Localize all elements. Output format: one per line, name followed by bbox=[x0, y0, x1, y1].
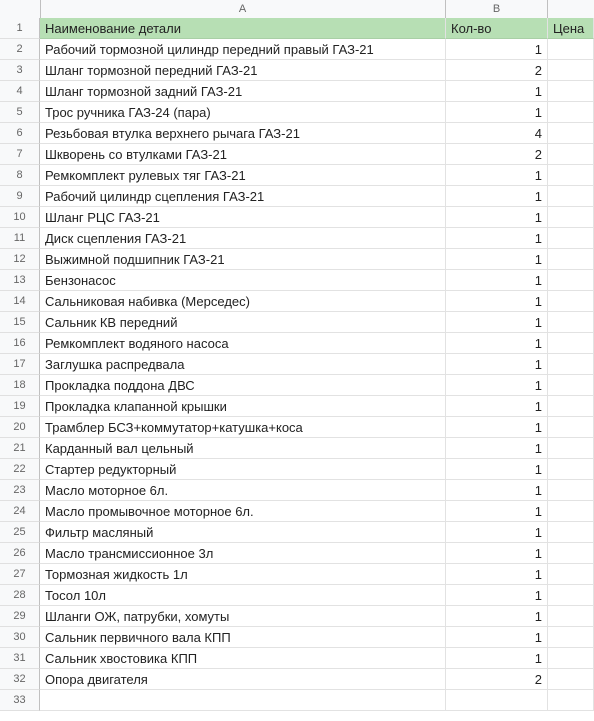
cell-quantity[interactable]: 1 bbox=[446, 648, 548, 669]
column-header-c[interactable] bbox=[548, 0, 594, 18]
row-number[interactable]: 13 bbox=[0, 270, 40, 291]
table-row bbox=[0, 669, 594, 690]
cell-price[interactable] bbox=[548, 249, 594, 270]
table-row bbox=[0, 522, 594, 543]
cell-header-qty[interactable]: Кол-во bbox=[446, 18, 548, 39]
cell-price[interactable] bbox=[548, 417, 594, 438]
cell-quantity[interactable]: 1 bbox=[446, 270, 548, 291]
table-row bbox=[0, 249, 594, 270]
cell-price[interactable] bbox=[548, 606, 594, 627]
cell-quantity[interactable]: 2 bbox=[446, 669, 548, 690]
cell-quantity[interactable]: 1 bbox=[446, 438, 548, 459]
select-all-corner[interactable] bbox=[0, 0, 41, 18]
table-row bbox=[0, 417, 594, 438]
table-row bbox=[0, 564, 594, 585]
cell-part-name[interactable]: Выжимной подшипник ГАЗ-21 bbox=[40, 249, 446, 270]
cell-price[interactable] bbox=[548, 144, 594, 165]
cell-price[interactable] bbox=[548, 333, 594, 354]
cell-quantity[interactable] bbox=[446, 690, 548, 711]
cell-quantity[interactable]: 1 bbox=[446, 249, 548, 270]
cell-price[interactable] bbox=[548, 39, 594, 60]
row-number[interactable]: 28 bbox=[0, 585, 40, 606]
row-number[interactable]: 21 bbox=[0, 438, 40, 459]
table-row bbox=[0, 606, 594, 627]
cell-part-name[interactable]: Сальник первичного вала КПП bbox=[40, 627, 446, 648]
row-number[interactable]: 7 bbox=[0, 144, 40, 165]
row-number[interactable]: 32 bbox=[0, 669, 40, 690]
cell-price[interactable] bbox=[548, 564, 594, 585]
table-row bbox=[0, 207, 594, 228]
table-row bbox=[0, 648, 594, 669]
row-number[interactable]: 12 bbox=[0, 249, 40, 270]
table-row bbox=[0, 501, 594, 522]
table-row bbox=[0, 375, 594, 396]
cell-quantity[interactable]: 1 bbox=[446, 522, 548, 543]
cell-price[interactable] bbox=[548, 207, 594, 228]
cell-part-name[interactable]: Шланг РЦС ГАЗ-21 bbox=[40, 207, 446, 228]
row-number[interactable]: 33 bbox=[0, 690, 40, 711]
table-row bbox=[0, 228, 594, 249]
cell-price[interactable] bbox=[548, 522, 594, 543]
cell-part-name[interactable]: Диск сцепления ГАЗ-21 bbox=[40, 228, 446, 249]
cell-price[interactable] bbox=[548, 186, 594, 207]
cell-part-name[interactable]: Ремкомплект водяного насоса bbox=[40, 333, 446, 354]
cell-part-name[interactable]: Рабочий тормозной цилиндр передний правый ГАЗ-21 bbox=[40, 39, 446, 60]
cell-quantity[interactable]: 1 bbox=[446, 459, 548, 480]
cell-price[interactable] bbox=[548, 690, 594, 711]
cell-price[interactable] bbox=[548, 438, 594, 459]
cell-part-name[interactable] bbox=[40, 690, 446, 711]
table-row bbox=[0, 480, 594, 501]
cell-header-price[interactable]: Цена bbox=[548, 18, 594, 39]
cell-quantity[interactable]: 1 bbox=[446, 417, 548, 438]
cell-price[interactable] bbox=[548, 480, 594, 501]
row-number[interactable]: 10 bbox=[0, 207, 40, 228]
cell-price[interactable] bbox=[548, 375, 594, 396]
cell-quantity[interactable]: 1 bbox=[446, 39, 548, 60]
cell-price[interactable] bbox=[548, 123, 594, 144]
cell-price[interactable] bbox=[548, 459, 594, 480]
cell-price[interactable] bbox=[548, 165, 594, 186]
table-row bbox=[0, 123, 594, 144]
row-number[interactable]: 1 bbox=[0, 18, 40, 39]
row-number[interactable]: 31 bbox=[0, 648, 40, 669]
row-number[interactable]: 25 bbox=[0, 522, 40, 543]
cell-part-name[interactable]: Бензонасос bbox=[40, 270, 446, 291]
cell-part-name[interactable]: Карданный вал цельный bbox=[40, 438, 446, 459]
table-row bbox=[0, 60, 594, 81]
table-row bbox=[0, 354, 594, 375]
table-row bbox=[0, 39, 594, 60]
row-number[interactable]: 22 bbox=[0, 459, 40, 480]
column-header-bar bbox=[0, 0, 594, 19]
row-number[interactable]: 4 bbox=[0, 81, 40, 102]
column-header-b[interactable]: B bbox=[446, 0, 548, 18]
row-number[interactable]: 19 bbox=[0, 396, 40, 417]
table-row bbox=[0, 459, 594, 480]
cell-price[interactable] bbox=[548, 81, 594, 102]
cell-part-name[interactable]: Сальниковая набивка (Мерседес) bbox=[40, 291, 446, 312]
cell-part-name[interactable]: Шланги ОЖ, патрубки, хомуты bbox=[40, 606, 446, 627]
cell-part-name[interactable]: Масло трансмиссионное 3л bbox=[40, 543, 446, 564]
cell-quantity[interactable]: 1 bbox=[446, 606, 548, 627]
cell-part-name[interactable]: Масло промывочное моторное 6л. bbox=[40, 501, 446, 522]
table-row bbox=[0, 690, 594, 711]
table-row bbox=[0, 165, 594, 186]
row-number[interactable]: 30 bbox=[0, 627, 40, 648]
cell-quantity[interactable]: 1 bbox=[446, 501, 548, 522]
cell-quantity[interactable]: 1 bbox=[446, 396, 548, 417]
row-number[interactable]: 27 bbox=[0, 564, 40, 585]
cell-quantity[interactable]: 1 bbox=[446, 354, 548, 375]
cell-part-name[interactable]: Опора двигателя bbox=[40, 669, 446, 690]
row-number[interactable]: 14 bbox=[0, 291, 40, 312]
table-row bbox=[0, 291, 594, 312]
row-number[interactable]: 29 bbox=[0, 606, 40, 627]
row-number[interactable]: 18 bbox=[0, 375, 40, 396]
cell-price[interactable] bbox=[548, 585, 594, 606]
cell-part-name[interactable]: Масло моторное 6л. bbox=[40, 480, 446, 501]
cell-header-name[interactable]: Наименование детали bbox=[40, 18, 446, 39]
row-number[interactable]: 8 bbox=[0, 165, 40, 186]
table-row bbox=[0, 102, 594, 123]
cell-quantity[interactable]: 2 bbox=[446, 60, 548, 81]
table-row bbox=[0, 438, 594, 459]
row-number[interactable]: 20 bbox=[0, 417, 40, 438]
table-row bbox=[0, 585, 594, 606]
table-row bbox=[0, 270, 594, 291]
cell-price[interactable] bbox=[548, 228, 594, 249]
table-row bbox=[0, 81, 594, 102]
cell-part-name[interactable]: Тормозная жидкость 1л bbox=[40, 564, 446, 585]
table-row bbox=[0, 627, 594, 648]
cell-quantity[interactable]: 2 bbox=[446, 144, 548, 165]
cell-part-name[interactable]: Трамблер БСЗ+коммутатор+катушка+коса bbox=[40, 417, 446, 438]
cell-part-name[interactable]: Шланг тормозной задний ГАЗ-21 bbox=[40, 81, 446, 102]
cell-quantity[interactable]: 1 bbox=[446, 480, 548, 501]
cell-price[interactable] bbox=[548, 291, 594, 312]
row-number[interactable]: 2 bbox=[0, 39, 40, 60]
cell-quantity[interactable]: 1 bbox=[446, 375, 548, 396]
row-number[interactable]: 23 bbox=[0, 480, 40, 501]
cell-quantity[interactable]: 1 bbox=[446, 165, 548, 186]
cell-quantity[interactable]: 1 bbox=[446, 333, 548, 354]
cell-quantity[interactable]: 1 bbox=[446, 102, 548, 123]
cell-price[interactable] bbox=[548, 627, 594, 648]
table-row bbox=[0, 144, 594, 165]
cell-quantity[interactable]: 1 bbox=[446, 81, 548, 102]
cell-quantity[interactable]: 1 bbox=[446, 627, 548, 648]
cell-quantity[interactable]: 1 bbox=[446, 228, 548, 249]
row-number[interactable]: 5 bbox=[0, 102, 40, 123]
cell-part-name[interactable]: Рабочий цилиндр сцепления ГАЗ-21 bbox=[40, 186, 446, 207]
cell-part-name[interactable]: Тосол 10л bbox=[40, 585, 446, 606]
row-number[interactable]: 15 bbox=[0, 312, 40, 333]
cell-part-name[interactable]: Сальник КВ передний bbox=[40, 312, 446, 333]
row-number[interactable]: 16 bbox=[0, 333, 40, 354]
cell-price[interactable] bbox=[548, 60, 594, 81]
cell-part-name[interactable]: Заглушка распредвала bbox=[40, 354, 446, 375]
cell-price[interactable] bbox=[548, 354, 594, 375]
cell-part-name[interactable]: Шкворень со втулками ГАЗ-21 bbox=[40, 144, 446, 165]
cell-part-name[interactable]: Фильтр масляный bbox=[40, 522, 446, 543]
cell-price[interactable] bbox=[548, 543, 594, 564]
row-number[interactable]: 24 bbox=[0, 501, 40, 522]
cell-quantity[interactable]: 1 bbox=[446, 207, 548, 228]
row-number[interactable]: 26 bbox=[0, 543, 40, 564]
row-number[interactable]: 9 bbox=[0, 186, 40, 207]
cell-part-name[interactable]: Прокладка клапанной крышки bbox=[40, 396, 446, 417]
cell-price[interactable] bbox=[548, 648, 594, 669]
cell-quantity[interactable]: 1 bbox=[446, 186, 548, 207]
table-row bbox=[0, 333, 594, 354]
cell-quantity[interactable]: 1 bbox=[446, 585, 548, 606]
cell-part-name[interactable]: Шланг тормозной передний ГАЗ-21 bbox=[40, 60, 446, 81]
header-row bbox=[0, 18, 594, 39]
column-header-a[interactable]: A bbox=[40, 0, 446, 18]
cell-price[interactable] bbox=[548, 501, 594, 522]
cell-part-name[interactable]: Резьбовая втулка верхнего рычага ГАЗ-21 bbox=[40, 123, 446, 144]
table-row bbox=[0, 543, 594, 564]
row-number[interactable]: 6 bbox=[0, 123, 40, 144]
row-number[interactable]: 11 bbox=[0, 228, 40, 249]
cell-price[interactable] bbox=[548, 312, 594, 333]
cell-quantity[interactable]: 1 bbox=[446, 312, 548, 333]
row-number[interactable]: 3 bbox=[0, 60, 40, 81]
cell-quantity[interactable]: 1 bbox=[446, 543, 548, 564]
cell-part-name[interactable]: Прокладка поддона ДВС bbox=[40, 375, 446, 396]
cell-part-name[interactable]: Стартер редукторный bbox=[40, 459, 446, 480]
cell-part-name[interactable]: Трос ручника ГАЗ-24 (пара) bbox=[40, 102, 446, 123]
table-row bbox=[0, 312, 594, 333]
table-row bbox=[0, 396, 594, 417]
table-row bbox=[0, 186, 594, 207]
cell-quantity[interactable]: 1 bbox=[446, 564, 548, 585]
cell-part-name[interactable]: Сальник хвостовика КПП bbox=[40, 648, 446, 669]
cell-price[interactable] bbox=[548, 102, 594, 123]
cell-quantity[interactable]: 1 bbox=[446, 291, 548, 312]
row-number[interactable]: 17 bbox=[0, 354, 40, 375]
cell-quantity[interactable]: 4 bbox=[446, 123, 548, 144]
cell-price[interactable] bbox=[548, 270, 594, 291]
cell-price[interactable] bbox=[548, 396, 594, 417]
cell-price[interactable] bbox=[548, 669, 594, 690]
cell-part-name[interactable]: Ремкомплект рулевых тяг ГАЗ-21 bbox=[40, 165, 446, 186]
